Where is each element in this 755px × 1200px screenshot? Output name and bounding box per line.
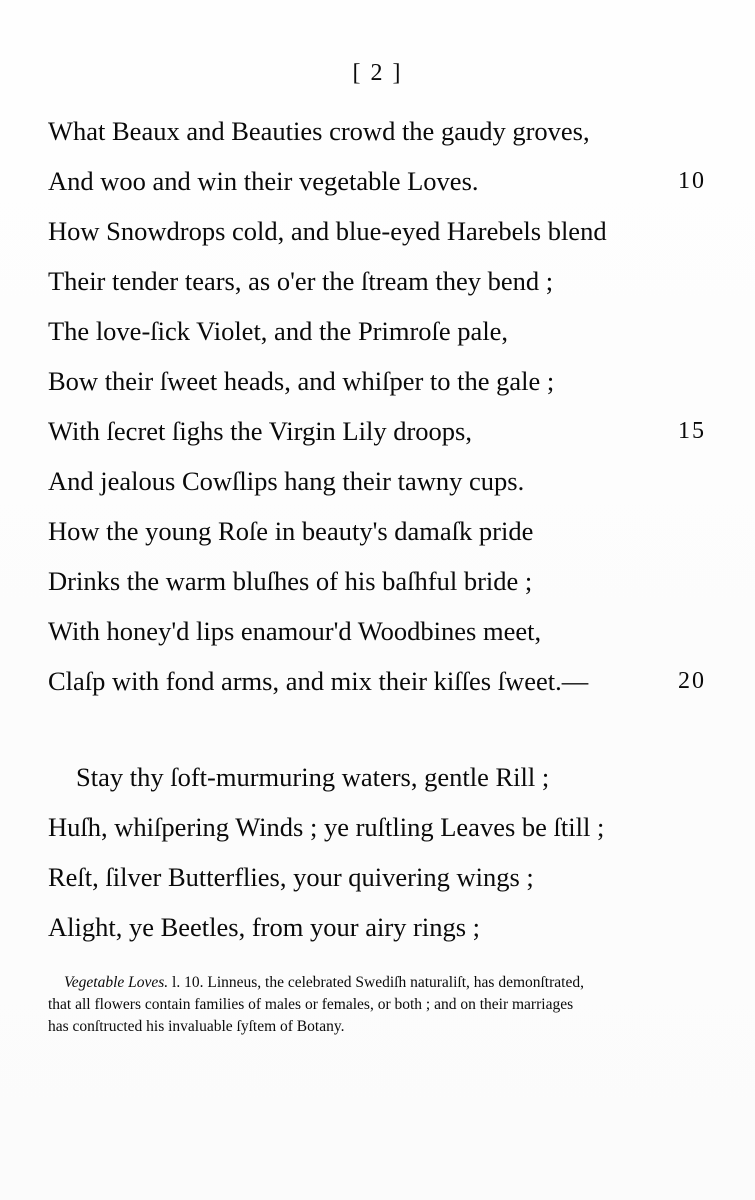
line-text: How the young Roſe in beauty's damaſk pride xyxy=(48,516,534,546)
poem-line xyxy=(48,606,728,656)
line-text: Stay thy ſoft-murmuring waters, gentle Rill ; xyxy=(76,762,550,792)
footnote-text: l. 10. Linneus, the celebrated Swediſh naturaliſt, has demonſtrated, xyxy=(168,974,584,991)
line-text: Their tender tears, as o'er the ſtream they bend ; xyxy=(48,266,554,296)
poem-line xyxy=(48,356,728,406)
poem-line xyxy=(48,902,728,952)
line-number: 15 xyxy=(678,418,706,444)
line-number: 20 xyxy=(678,668,706,694)
poem-line xyxy=(48,256,728,306)
poem-line xyxy=(48,206,728,256)
poem-line xyxy=(48,656,728,706)
page-number: [ 2 ] xyxy=(352,60,403,86)
poem-line xyxy=(48,306,728,356)
footnote-reference: Vegetable Loves. xyxy=(64,974,169,991)
stanza-break xyxy=(48,706,728,752)
footnote-line xyxy=(48,972,708,994)
footnote-line: that all flowers contain families of males or females, or both ; and on their marriages xyxy=(48,996,574,1013)
line-text: Claſp with fond arms, and mix their kiſſes ſweet.— xyxy=(48,666,589,696)
line-text: And woo and win their vegetable Loves. xyxy=(48,166,479,196)
line-text: Drinks the warm bluſhes of his baſhful bride ; xyxy=(48,566,533,596)
line-text: Bow their ſweet heads, and whiſper to the gale ; xyxy=(48,366,555,396)
poem-line xyxy=(48,752,728,802)
footnote xyxy=(48,972,708,1038)
poem-line xyxy=(48,852,728,902)
poem-line xyxy=(48,506,728,556)
line-text: The love-ſick Violet, and the Primroſe pale, xyxy=(48,316,509,346)
footnote-line: has conſtructed his invaluable ſyſtem of Botany. xyxy=(48,1018,345,1035)
poem-line xyxy=(48,556,728,606)
poem-line xyxy=(48,106,728,156)
poem-line xyxy=(48,802,728,852)
line-text: Alight, ye Beetles, from your airy rings ; xyxy=(48,912,481,942)
line-text: With ſecret ſighs the Virgin Lily droops, xyxy=(48,416,472,446)
line-text: With honey'd lips enamour'd Woodbines meet, xyxy=(48,616,542,646)
poem xyxy=(48,106,728,952)
poem-line xyxy=(48,406,728,456)
line-text: What Beaux and Beauties crowd the gaudy groves, xyxy=(48,116,590,146)
poem-line xyxy=(48,156,728,206)
line-number: 10 xyxy=(678,168,706,194)
poem-line xyxy=(48,456,728,506)
line-text: Reſt, ſilver Butterflies, your quivering wings ; xyxy=(48,862,534,892)
line-text: And jealous Cowſlips hang their tawny cups. xyxy=(48,466,525,496)
line-text: How Snowdrops cold, and blue-eyed Harebels blend xyxy=(48,216,607,246)
line-text: Huſh, whiſpering Winds ; ye ruſtling Leaves be ſtill ; xyxy=(48,812,605,842)
